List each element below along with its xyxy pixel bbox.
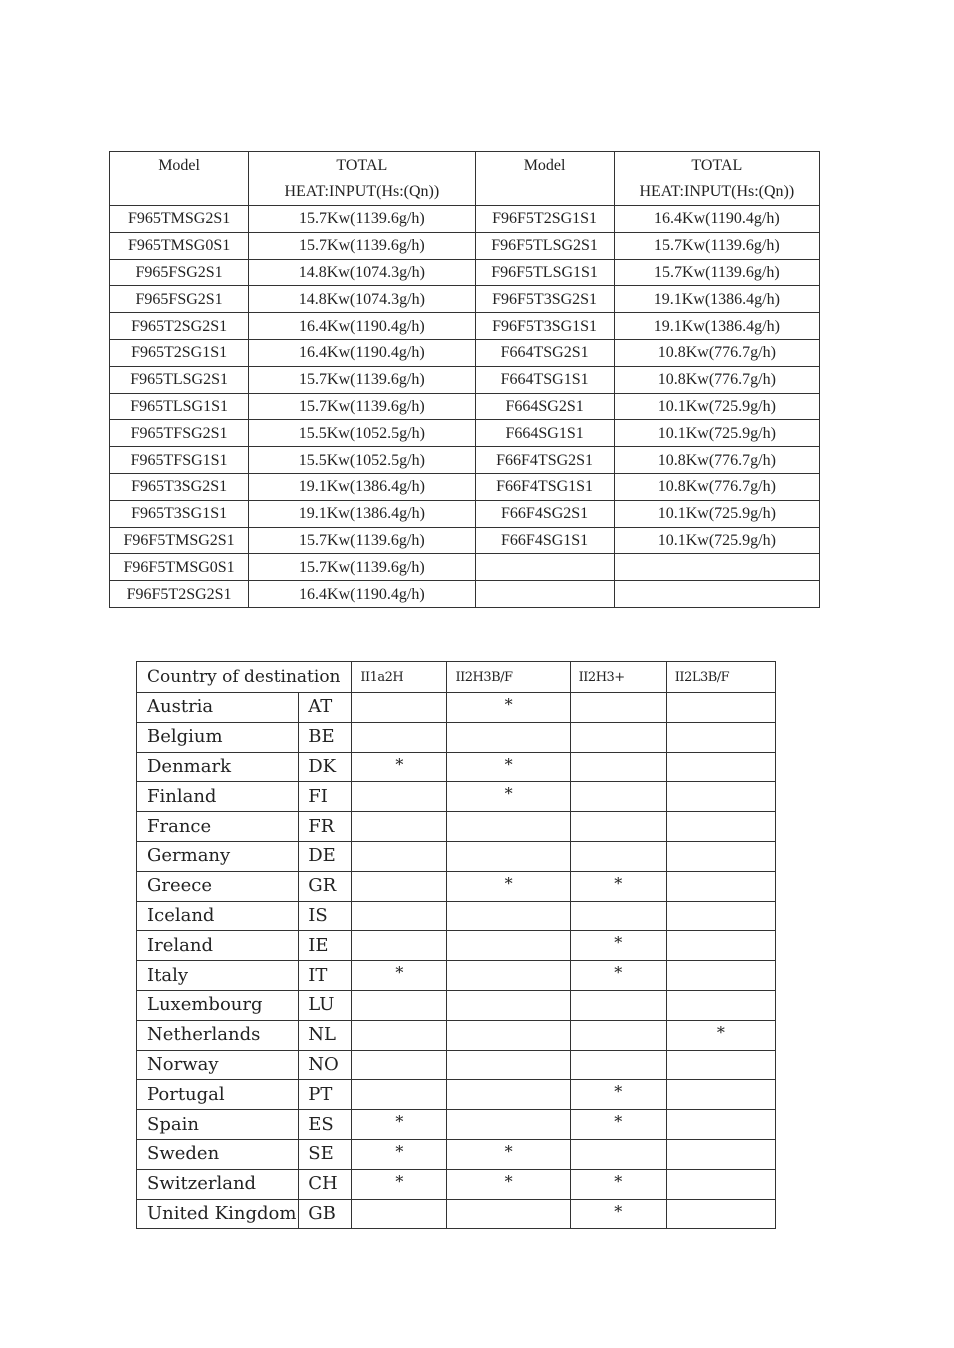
- category-mark-cell: [570, 812, 666, 842]
- country-name-cell: Spain: [137, 1110, 299, 1140]
- country-name-cell: Ireland: [137, 931, 299, 961]
- category-mark-cell: [352, 782, 447, 812]
- table-row: [137, 931, 776, 961]
- country-code-cell: NL: [299, 1020, 352, 1050]
- category-mark-cell: [570, 990, 666, 1020]
- category-mark-cell: [666, 693, 775, 723]
- country-name-cell: Finland: [137, 782, 299, 812]
- table-row: [110, 581, 820, 608]
- table-row: [137, 1199, 776, 1229]
- models-table-body: [110, 206, 820, 608]
- table-row: [110, 447, 820, 474]
- table-row: [110, 420, 820, 447]
- table-row: [110, 232, 820, 259]
- country-code-cell: DE: [299, 841, 352, 871]
- country-name-cell: France: [137, 812, 299, 842]
- category-mark-cell: *: [352, 1169, 447, 1199]
- table-row: [110, 206, 820, 233]
- heat-input-cell: 10.8Kw(776.7g/h): [614, 339, 819, 366]
- model-cell: F965T3SG2S1: [110, 473, 249, 500]
- model-cell: F965TLSG2S1: [110, 366, 249, 393]
- header-heat-left-line2: HEAT:INPUT(Hs:(Qn)): [284, 183, 440, 200]
- category-mark-cell: [352, 901, 447, 931]
- header-row: [110, 152, 820, 206]
- category-mark-cell: *: [570, 1080, 666, 1110]
- heat-input-cell: [614, 554, 819, 581]
- category-mark-cell: *: [447, 1169, 570, 1199]
- heat-input-cell: 15.7Kw(1139.6g/h): [249, 232, 475, 259]
- category-mark-cell: [666, 901, 775, 931]
- model-heat-input-table: [109, 151, 820, 608]
- table-row: [137, 812, 776, 842]
- table-row: [137, 722, 776, 752]
- country-code-cell: GB: [299, 1199, 352, 1229]
- category-mark-cell: [570, 1020, 666, 1050]
- heat-input-cell: 15.7Kw(1139.6g/h): [249, 393, 475, 420]
- header-heat-left-line1: TOTAL: [336, 157, 388, 174]
- category-mark-cell: *: [447, 752, 570, 782]
- table-row: [110, 259, 820, 286]
- country-header-row: [137, 662, 776, 693]
- model-cell: F965TMSG0S1: [110, 232, 249, 259]
- table-row: [137, 782, 776, 812]
- country-name-cell: Norway: [137, 1050, 299, 1080]
- category-mark-cell: [570, 1050, 666, 1080]
- heat-input-cell: 10.1Kw(725.9g/h): [614, 527, 819, 554]
- country-code-cell: IE: [299, 931, 352, 961]
- category-mark-cell: *: [447, 1139, 570, 1169]
- heat-input-cell: 15.7Kw(1139.6g/h): [249, 206, 475, 233]
- category-mark-cell: [666, 841, 775, 871]
- category-mark-cell: [570, 1139, 666, 1169]
- category-mark-cell: *: [352, 1110, 447, 1140]
- heat-input-cell: 16.4Kw(1190.4g/h): [249, 313, 475, 340]
- category-mark-cell: [666, 1199, 775, 1229]
- heat-input-cell: 14.8Kw(1074.3g/h): [249, 259, 475, 286]
- heat-input-cell: 10.1Kw(725.9g/h): [614, 420, 819, 447]
- country-code-cell: FR: [299, 812, 352, 842]
- heat-input-cell: 19.1Kw(1386.4g/h): [614, 313, 819, 340]
- heat-input-cell: 15.5Kw(1052.5g/h): [249, 447, 475, 474]
- heat-input-cell: 15.7Kw(1139.6g/h): [614, 232, 819, 259]
- heat-input-cell: 19.1Kw(1386.4g/h): [249, 473, 475, 500]
- category-mark-cell: [447, 1050, 570, 1080]
- category-mark-cell: [570, 901, 666, 931]
- country-name-cell: Portugal: [137, 1080, 299, 1110]
- country-name-cell: Luxembourg: [137, 990, 299, 1020]
- header-heat-right-line1: TOTAL: [691, 157, 743, 174]
- table-row: [137, 841, 776, 871]
- category-mark-cell: *: [447, 693, 570, 723]
- category-mark-cell: [352, 1050, 447, 1080]
- category-mark-cell: [447, 841, 570, 871]
- heat-input-cell: 10.1Kw(725.9g/h): [614, 393, 819, 420]
- header-country-of-destination: Country of destination: [137, 662, 352, 693]
- table-row: [110, 366, 820, 393]
- category-mark-cell: [570, 752, 666, 782]
- country-code-cell: BE: [299, 722, 352, 752]
- table-row: [137, 1110, 776, 1140]
- header-category-3: II2H3+: [570, 662, 666, 693]
- table-row: [110, 393, 820, 420]
- country-name-cell: Denmark: [137, 752, 299, 782]
- model-cell: F965TMSG2S1: [110, 206, 249, 233]
- category-mark-cell: [447, 901, 570, 931]
- heat-input-cell: 10.8Kw(776.7g/h): [614, 366, 819, 393]
- model-cell: F66F4SG2S1: [475, 500, 614, 527]
- category-mark-cell: *: [447, 782, 570, 812]
- header-model-left: Model: [110, 152, 249, 206]
- model-cell: F96F5T3SG1S1: [475, 313, 614, 340]
- table-row: [137, 961, 776, 991]
- country-code-cell: ES: [299, 1110, 352, 1140]
- category-mark-cell: [666, 1169, 775, 1199]
- table-row: [137, 1139, 776, 1169]
- category-mark-cell: *: [666, 1020, 775, 1050]
- model-cell: F664SG2S1: [475, 393, 614, 420]
- country-name-cell: Switzerland: [137, 1169, 299, 1199]
- category-mark-cell: [447, 812, 570, 842]
- table-row: [137, 693, 776, 723]
- category-mark-cell: *: [352, 752, 447, 782]
- country-name-cell: Italy: [137, 961, 299, 991]
- country-code-cell: GR: [299, 871, 352, 901]
- model-cell: F66F4TSG2S1: [475, 447, 614, 474]
- country-name-cell: Germany: [137, 841, 299, 871]
- category-mark-cell: *: [570, 961, 666, 991]
- category-mark-cell: [666, 782, 775, 812]
- header-heat-input-right: [614, 152, 819, 206]
- country-name-cell: Iceland: [137, 901, 299, 931]
- heat-input-cell: 10.8Kw(776.7g/h): [614, 447, 819, 474]
- model-cell: [475, 554, 614, 581]
- category-mark-cell: [352, 1080, 447, 1110]
- category-mark-cell: [666, 812, 775, 842]
- model-cell: F96F5TMSG0S1: [110, 554, 249, 581]
- category-mark-cell: [352, 812, 447, 842]
- category-mark-cell: [447, 1020, 570, 1050]
- model-cell: F96F5TMSG2S1: [110, 527, 249, 554]
- heat-input-cell: 16.4Kw(1190.4g/h): [249, 581, 475, 608]
- category-mark-cell: [447, 1110, 570, 1140]
- table-row: [137, 1020, 776, 1050]
- model-cell: F664TSG1S1: [475, 366, 614, 393]
- model-cell: F664SG1S1: [475, 420, 614, 447]
- country-name-cell: United Kingdom: [137, 1199, 299, 1229]
- country-code-cell: DK: [299, 752, 352, 782]
- heat-input-cell: 15.5Kw(1052.5g/h): [249, 420, 475, 447]
- category-mark-cell: [352, 841, 447, 871]
- header-model-right: Model: [475, 152, 614, 206]
- heat-input-cell: 15.7Kw(1139.6g/h): [614, 259, 819, 286]
- category-mark-cell: [352, 1199, 447, 1229]
- heat-input-cell: 15.7Kw(1139.6g/h): [249, 554, 475, 581]
- category-mark-cell: [666, 1050, 775, 1080]
- country-destination-table: [136, 661, 776, 1229]
- category-mark-cell: [666, 931, 775, 961]
- category-mark-cell: *: [352, 1139, 447, 1169]
- category-mark-cell: [570, 841, 666, 871]
- category-mark-cell: [447, 990, 570, 1020]
- table-row: [137, 1080, 776, 1110]
- table-row: [110, 473, 820, 500]
- table-row: [110, 339, 820, 366]
- category-mark-cell: [447, 1080, 570, 1110]
- table-row: [137, 752, 776, 782]
- category-mark-cell: *: [570, 871, 666, 901]
- heat-input-cell: 16.4Kw(1190.4g/h): [614, 206, 819, 233]
- category-mark-cell: [666, 961, 775, 991]
- category-mark-cell: [447, 1199, 570, 1229]
- model-cell: [475, 581, 614, 608]
- header-heat-right-line2: HEAT:INPUT(Hs:(Qn)): [639, 183, 795, 200]
- category-mark-cell: [570, 693, 666, 723]
- category-mark-cell: [447, 961, 570, 991]
- country-name-cell: Austria: [137, 693, 299, 723]
- model-cell: F965T2SG1S1: [110, 339, 249, 366]
- country-code-cell: AT: [299, 693, 352, 723]
- table-row: [137, 1050, 776, 1080]
- heat-input-cell: 10.1Kw(725.9g/h): [614, 500, 819, 527]
- model-cell: F96F5T2SG2S1: [110, 581, 249, 608]
- category-mark-cell: [666, 752, 775, 782]
- category-mark-cell: [447, 931, 570, 961]
- category-mark-cell: [570, 722, 666, 752]
- category-mark-cell: [666, 871, 775, 901]
- heat-input-cell: [614, 581, 819, 608]
- header-heat-input-left: [249, 152, 475, 206]
- country-code-cell: IT: [299, 961, 352, 991]
- table-row: [110, 554, 820, 581]
- model-cell: F965TLSG1S1: [110, 393, 249, 420]
- heat-input-cell: 14.8Kw(1074.3g/h): [249, 286, 475, 313]
- heat-input-cell: 10.8Kw(776.7g/h): [614, 473, 819, 500]
- country-code-cell: SE: [299, 1139, 352, 1169]
- country-table-body: [137, 693, 776, 1229]
- category-mark-cell: [666, 1139, 775, 1169]
- model-cell: F96F5TLSG2S1: [475, 232, 614, 259]
- category-mark-cell: *: [447, 871, 570, 901]
- category-mark-cell: *: [570, 1169, 666, 1199]
- header-category-4: II2L3B/F: [666, 662, 775, 693]
- model-cell: F96F5T2SG1S1: [475, 206, 614, 233]
- category-mark-cell: [352, 990, 447, 1020]
- table-row: [110, 286, 820, 313]
- table-row: [110, 500, 820, 527]
- table-row: [137, 1169, 776, 1199]
- category-mark-cell: [447, 722, 570, 752]
- header-category-2: II2H3B/F: [447, 662, 570, 693]
- category-mark-cell: [666, 990, 775, 1020]
- heat-input-cell: 19.1Kw(1386.4g/h): [249, 500, 475, 527]
- table-row: [110, 527, 820, 554]
- country-code-cell: PT: [299, 1080, 352, 1110]
- category-mark-cell: [666, 1080, 775, 1110]
- category-mark-cell: [352, 1020, 447, 1050]
- heat-input-cell: 19.1Kw(1386.4g/h): [614, 286, 819, 313]
- model-cell: F965FSG2S1: [110, 259, 249, 286]
- category-mark-cell: [352, 722, 447, 752]
- model-cell: F664TSG2S1: [475, 339, 614, 366]
- table-row: [137, 901, 776, 931]
- heat-input-cell: 15.7Kw(1139.6g/h): [249, 527, 475, 554]
- category-mark-cell: *: [570, 931, 666, 961]
- model-cell: F965FSG2S1: [110, 286, 249, 313]
- category-mark-cell: [352, 871, 447, 901]
- country-code-cell: IS: [299, 901, 352, 931]
- table-row: [137, 871, 776, 901]
- country-name-cell: Greece: [137, 871, 299, 901]
- table-row: [110, 313, 820, 340]
- model-cell: F965TFSG1S1: [110, 447, 249, 474]
- category-mark-cell: [666, 722, 775, 752]
- model-cell: F965T2SG2S1: [110, 313, 249, 340]
- heat-input-cell: 15.7Kw(1139.6g/h): [249, 366, 475, 393]
- category-mark-cell: [352, 693, 447, 723]
- category-mark-cell: *: [570, 1110, 666, 1140]
- table-row: [137, 990, 776, 1020]
- model-cell: F66F4TSG1S1: [475, 473, 614, 500]
- category-mark-cell: [666, 1110, 775, 1140]
- model-cell: F96F5T3SG2S1: [475, 286, 614, 313]
- category-mark-cell: *: [570, 1199, 666, 1229]
- country-name-cell: Belgium: [137, 722, 299, 752]
- model-cell: F965TFSG2S1: [110, 420, 249, 447]
- heat-input-cell: 16.4Kw(1190.4g/h): [249, 339, 475, 366]
- header-category-1: II1a2H: [352, 662, 447, 693]
- country-code-cell: FI: [299, 782, 352, 812]
- model-cell: F965T3SG1S1: [110, 500, 249, 527]
- category-mark-cell: [352, 931, 447, 961]
- country-code-cell: LU: [299, 990, 352, 1020]
- country-name-cell: Sweden: [137, 1139, 299, 1169]
- country-name-cell: Netherlands: [137, 1020, 299, 1050]
- model-cell: F66F4SG1S1: [475, 527, 614, 554]
- category-mark-cell: [570, 782, 666, 812]
- country-code-cell: CH: [299, 1169, 352, 1199]
- country-code-cell: NO: [299, 1050, 352, 1080]
- category-mark-cell: *: [352, 961, 447, 991]
- model-cell: F96F5TLSG1S1: [475, 259, 614, 286]
